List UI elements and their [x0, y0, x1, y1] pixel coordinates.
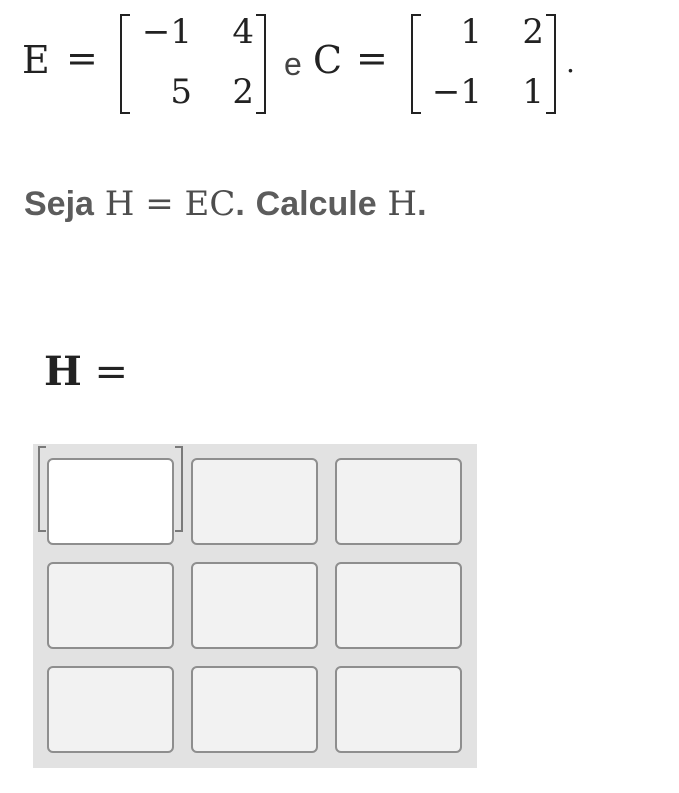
connector-word: e [284, 46, 302, 82]
right-bracket-icon [546, 14, 556, 114]
matrix-e-cell-r1c2: 4 [232, 12, 254, 52]
problem-statement [24, 184, 427, 224]
problem-word-calcule: Calcule [255, 185, 377, 223]
problem-target: H [387, 184, 418, 224]
matrix-e-name: E [22, 38, 50, 82]
period: . [566, 46, 575, 79]
cell-right-bracket-icon [175, 446, 183, 532]
matrix-e-cell-r2c2: 2 [232, 72, 254, 112]
left-bracket-icon [411, 14, 421, 114]
right-bracket-icon [256, 14, 266, 114]
equals-sign: = [66, 36, 98, 80]
matrix-e-cell-r1c1: −1 [141, 12, 192, 52]
matrix-e-cell-r2c1: 5 [170, 72, 192, 112]
answer-cell-r2c3[interactable] [335, 562, 462, 649]
left-bracket-icon [120, 14, 130, 114]
answer-equals: = [94, 349, 129, 395]
matrix-c-cell-r1c2: 2 [522, 12, 544, 52]
problem-ec: EC [184, 184, 236, 224]
matrix-c-name: C [313, 38, 343, 82]
cell-left-bracket-icon [38, 446, 46, 532]
problem-dot: . [235, 185, 245, 223]
answer-cell-r2c2[interactable] [191, 562, 318, 649]
matrix-c-cell-r2c2: 1 [522, 72, 544, 112]
answer-cell-r1c3[interactable] [335, 458, 462, 545]
equals-sign: = [356, 36, 388, 80]
answer-cell-r1c2[interactable] [191, 458, 318, 545]
matrix-definitions [22, 8, 642, 120]
matrix-c-cell-r1c1: 1 [460, 12, 482, 52]
problem-dot: . [417, 185, 427, 223]
answer-cell-r3c3[interactable] [335, 666, 462, 753]
problem-word-seja: Seja [24, 185, 94, 223]
problem-h: H [104, 184, 135, 224]
answer-cell-r2c1[interactable] [47, 562, 174, 649]
answer-label [44, 348, 128, 395]
problem-equals: = [145, 184, 174, 224]
answer-cell-r3c1[interactable] [47, 666, 174, 753]
answer-cell-r3c2[interactable] [191, 666, 318, 753]
answer-cell-r1c1[interactable] [47, 458, 174, 545]
answer-h: H [44, 348, 82, 395]
matrix-c-cell-r2c1: −1 [431, 72, 482, 112]
